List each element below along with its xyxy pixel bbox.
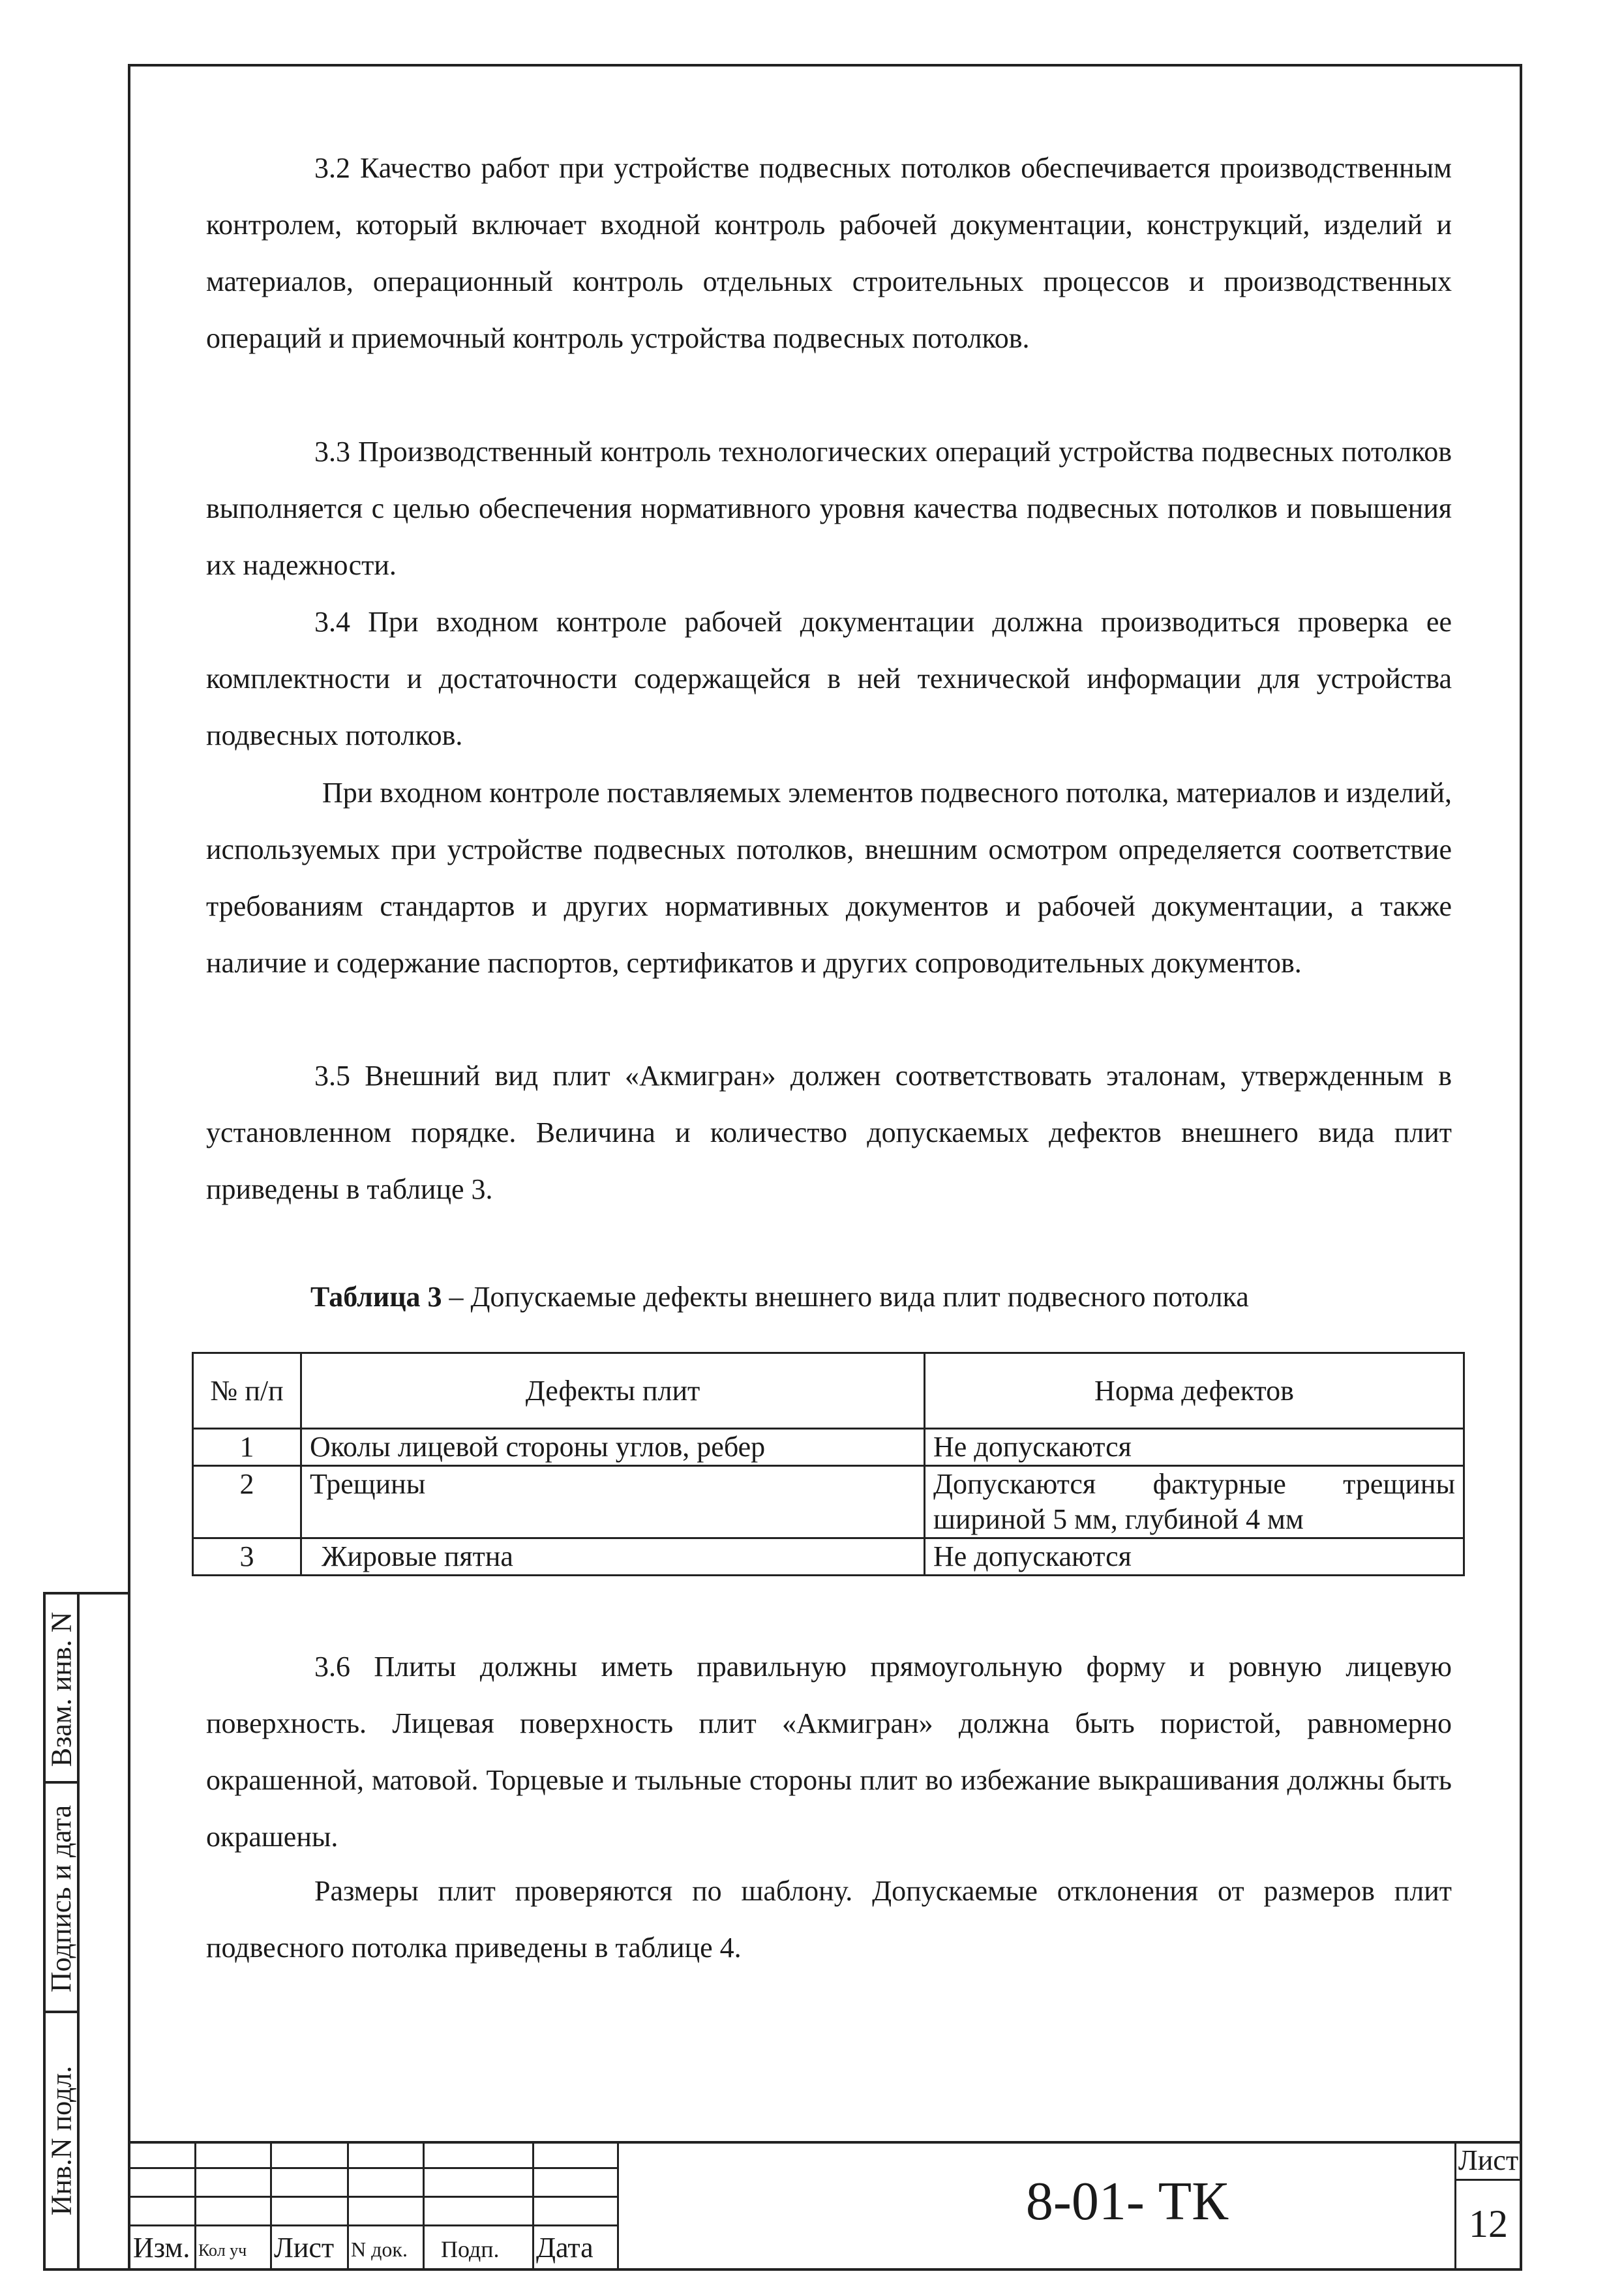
defects-table: [192, 1352, 1465, 1576]
row-norm: Допускаются фактурные трещины шириной 5 мм, глубиной 4 мм: [925, 1466, 1464, 1538]
paragraph-3-4: 3.4 При входном контроле рабочей документации должна производиться проверка ее комплектности и достаточности содержащейся в ней технической информации для устройства подвесных потолков.: [206, 606, 1452, 751]
tb-col-n-dok: N док.: [351, 2238, 408, 2261]
table-caption-text: – Допускаемые дефекты внешнего вида плит подвесного потолка: [442, 1281, 1249, 1313]
paragraph-input-control: При входном контроле поставляемых элементов подвесного потолка, материалов и изделий, используемых при устройстве подвесных потолков, внешним осмотром определяется соответствие требованиям стандартов и других нормативных документов и рабочей документации, а также наличие и содержание паспортов, сертификатов и других сопроводительных документов.: [206, 777, 1452, 979]
document-code: 8-01- ТК: [1025, 2171, 1229, 2232]
header-number: № п/п: [193, 1353, 301, 1429]
paragraph-plate-sizes: Размеры плит проверяются по шаблону. Допускаемые отклонения от размеров плит подвесного потолка приведены в таблице 4.: [206, 1875, 1452, 1964]
tb-col-list: Лист: [274, 2232, 335, 2264]
row-number: 1: [193, 1429, 301, 1466]
paragraph-3-3: 3.3 Производственный контроль технологических операций устройства подвесных потолков выполняется с целью обеспечения нормативного уровня качества подвесных потолков и повышения их надежности.: [206, 436, 1452, 581]
table-caption: [310, 1280, 1249, 1313]
row-number: 3: [193, 1538, 301, 1576]
title-block: [128, 2141, 1522, 2271]
row-defect: Жировые пятна: [301, 1538, 925, 1576]
sheet-label: Лист: [1458, 2144, 1519, 2176]
table-header-row: [193, 1353, 1464, 1429]
stamp-inv-podl-label: Инв.N подл.: [45, 2065, 78, 2216]
tb-col-podp: Подп.: [441, 2236, 500, 2262]
row-norm: Не допускаются: [925, 1538, 1464, 1576]
header-defects: Дефекты плит: [301, 1353, 925, 1429]
stamp-signature-date-label: Подпись и дата: [45, 1804, 78, 1992]
table-row: [193, 1429, 1464, 1466]
row-number: 2: [193, 1466, 301, 1538]
paragraph-3-5: 3.5 Внешний вид плит «Акмигран» должен соответствовать эталонам, утвержденным в установленном порядке. Величина и количество допускаемых дефектов внешнего вида плит приведены в таблице 3.: [206, 1060, 1452, 1205]
stamp-column-2: [77, 1592, 130, 2271]
sheet-number: 12: [1469, 2202, 1508, 2245]
row-defect: Околы лицевой стороны углов, ребер: [301, 1429, 925, 1466]
table-caption-number: Таблица 3: [310, 1281, 442, 1313]
paragraph-3-2: 3.2 Качество работ при устройстве подвесных потолков обеспечивается производственным контролем, который включает входной контроль рабочей документации, конструкций, изделий и материалов, операционный контроль отдельных строительных процессов и производственных операций и приемочный контроль устройства подвесных потолков.: [206, 152, 1452, 354]
row-norm: Не допускаются: [925, 1429, 1464, 1466]
stamp-inv-podl: [43, 2011, 80, 2271]
header-norm: Норма дефектов: [925, 1353, 1464, 1429]
tb-col-kol-uch: Кол уч: [198, 2241, 247, 2260]
tb-col-izm: Изм.: [133, 2232, 190, 2264]
table-row: [193, 1538, 1464, 1576]
stamp-signature-date: [43, 1781, 80, 2013]
stamp-vzam-inv-label: Взам. инв. N: [45, 1611, 78, 1767]
row-defect: Трещины: [301, 1466, 925, 1538]
tb-col-data: Дата: [536, 2232, 594, 2264]
paragraph-3-6: 3.6 Плиты должны иметь правильную прямоугольную форму и ровную лицевую поверхность. Лицевая поверхность плит «Акмигран» должна быть пористой, равномерно окрашенной, матовой. Торцевые и тыльные стороны плит во избежание выкрашивания должны быть окрашены.: [206, 1651, 1452, 1853]
table-row: [193, 1466, 1464, 1538]
stamp-vzam-inv: [43, 1592, 80, 1784]
